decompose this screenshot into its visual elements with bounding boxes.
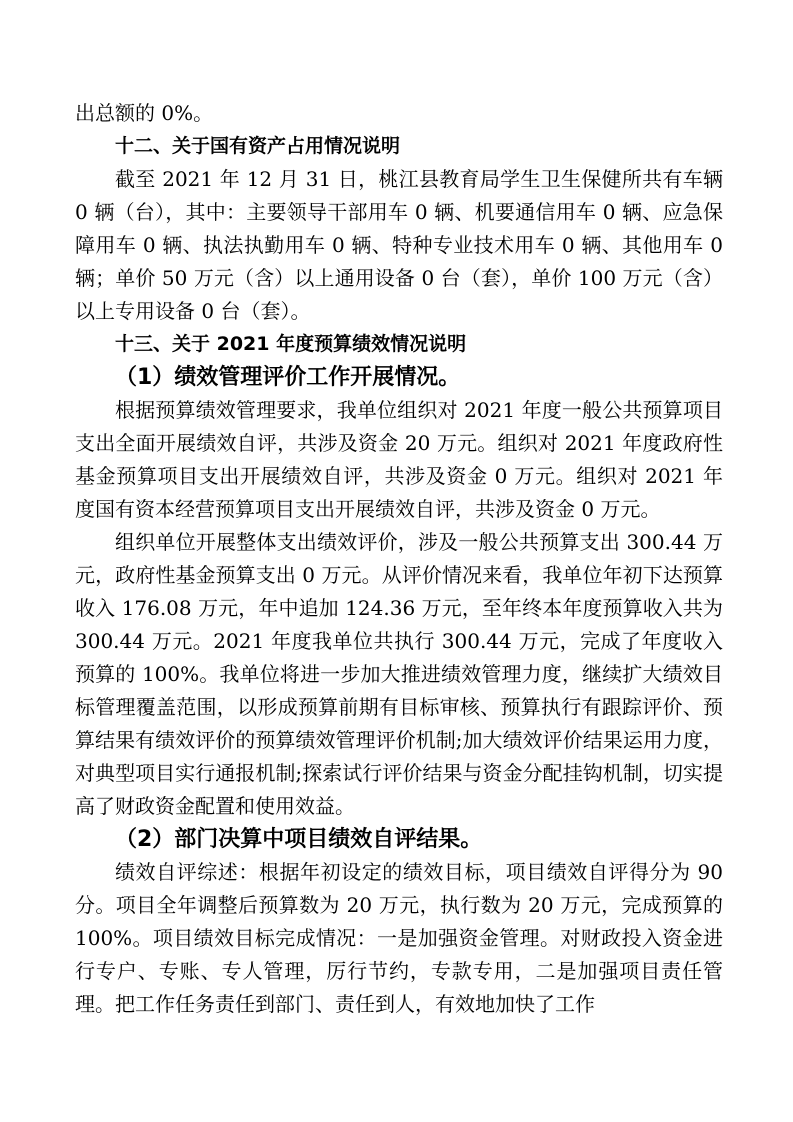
section-heading-12: 十二、关于国有资产占用情况说明 bbox=[115, 135, 401, 157]
subheading-performance-management: （1）绩效管理评价工作开展情况。 bbox=[115, 365, 461, 390]
paragraph-overall-evaluation: 组织单位开展整体支出绩效评价，涉及一般公共预算支出 300.44 万元，政府性基金预算支出 0 万元。从评价情况来看，我单位年初下达预算收入 176.08 万元，年中追加 124.36 万元，至年终本年度预算收入共为 300.44 万元。2021 年度我单位共执行 300.44 万元，完成了年度收入预算的 100%。我单位将进一步加大推进绩效管理力度，继续扩大绩效目标管理覆盖范围，以形成预算前期有目标审核、预算执行有跟踪评价、预算结果有绩效评价的预算绩效管理评价机制;加大绩效评价结果运用力度，对典型项目实行通报机制;探索试行评价结果与资金分配挂钩机制，切实提高了财政资金配置和使用效益。 bbox=[75, 530, 723, 818]
subheading-self-evaluation-results: （2）部门决算中项目绩效自评结果。 bbox=[115, 827, 483, 852]
document-body bbox=[75, 97, 723, 1021]
section-heading-13: 十三、关于 2021 年度预算绩效情况说明 bbox=[115, 333, 467, 355]
paragraph-self-evaluation-summary: 绩效自评综述：根据年初设定的绩效目标，项目绩效自评得分为 90 分。项目全年调整后预算数为 20 万元，执行数为 20 万元，完成预算的 100%。项目绩效目标完成情况：一是加强资金管理。对财政投入资金进行专户、专账、专人管理，厉行节约，专款专用，二是加强项目责任管理。把工作任务责任到部门、责任到人，有效地加快了工作 bbox=[75, 860, 723, 1016]
paragraph-continuation: 出总额的 0%。 bbox=[75, 101, 214, 125]
paragraph-assets: 截至 2021 年 12 月 31 日，桃江县教育局学生卫生保健所共有车辆 0 辆（台），其中：主要领导干部用车 0 辆、机要通信用车 0 辆、应急保障用车 0 辆、执法执勤用车 0 辆、特种专业技术用车 0 辆、其他用车 0 辆；单价 50 万元（含）以上通用设备 0 台（套），单价 100 万元（含）以上专用设备 0 台（套）。 bbox=[75, 167, 723, 323]
paragraph-performance-self-evaluation: 根据预算绩效管理要求，我单位组织对 2021 年度一般公共预算项目支出全面开展绩效自评，共涉及资金 20 万元。组织对 2021 年度政府性基金预算项目支出开展绩效自评，共涉及资金 0 万元。组织对 2021 年度国有资本经营预算项目支出开展绩效自评，共涉及资金 0 万元。 bbox=[75, 398, 723, 521]
